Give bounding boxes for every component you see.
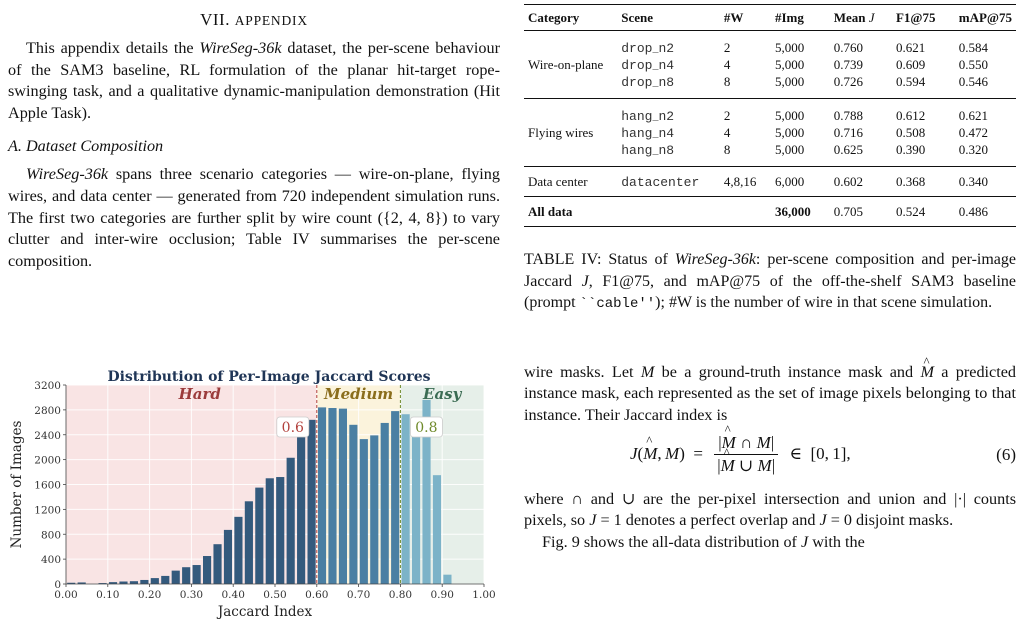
x-tick-label: 0.70 [346,589,371,601]
histogram-bar [328,408,336,584]
x-tick-label: 0.60 [305,589,329,601]
histogram-bar [370,435,378,584]
y-tick-label: 2400 [34,429,61,442]
value-cell: 0.320 [958,141,988,157]
value-cell: 0.621 [895,39,926,55]
value-cell: 0.621 [958,107,988,123]
histogram-bar [130,581,138,584]
value-cell: 0.609 [895,56,926,72]
histogram-bar [276,477,284,584]
col-header: #Img [775,10,804,25]
y-tick-label: 1200 [34,504,61,517]
y-tick-label: 2800 [34,404,61,417]
table-row [524,167,1016,197]
value-cell: 0.716 [833,124,864,140]
category-cell: Flying wires [528,124,594,140]
histogram-bar [433,475,441,584]
value-cell: 0.726 [833,73,864,89]
histogram-bar [182,567,190,584]
value-cell: 2 [723,107,731,123]
x-tick-label: 0.30 [179,589,204,601]
total-label: All data [528,203,573,219]
value-cell: 0.760 [833,39,864,55]
equation-6: J ( ^ M , M ) = $\frac{|\^{} M \cap M|}{|\^{} M \cup M|}$ ∈ [0, 1], (6) [524,427,1016,489]
dataset-name: WireSeg-36k [199,39,282,57]
total-cell: 0.524 [895,203,926,219]
value-cell: 0.368 [895,173,926,189]
value-cell: 4 [723,56,731,72]
value-cell: 5,000 [775,73,805,89]
section-number: VII. [200,10,230,29]
value-cell: 5,000 [775,124,805,140]
y-tick-label: 2000 [34,454,61,467]
right-column [524,0,1016,553]
histogram-bar [234,517,242,584]
left-column [8,0,500,620]
total-cell [720,197,771,227]
col-header: #W [723,10,744,25]
histogram-bar [287,458,295,584]
text-run: spans three scenario categories — wire-on-plane, flying wires, and data center — generated from [8,165,500,205]
x-tick-label: 0.20 [137,589,162,601]
table-row [524,99,1016,125]
y-tick-label: 3200 [34,380,61,392]
col-header: Mean J [833,10,875,25]
scene-cell: datacenter [621,174,700,190]
subsection-heading: A. Dataset Composition [8,137,164,156]
col-header: Scene [621,10,654,25]
histogram-bar [140,580,148,584]
y-tick-label: 0 [54,579,61,591]
histogram-bar [307,420,315,584]
histogram-bar [151,578,159,584]
col-header: mAP@75 [958,10,1012,25]
x-tick-label: 1.00 [472,589,496,601]
value-cell: 0.612 [895,107,926,123]
histogram-bar [349,425,357,584]
scene-cell: drop_n8 [621,74,675,90]
histogram-bar [213,544,221,584]
value-cell: 4 [723,124,731,140]
dataset-name: WireSeg-36k [26,165,109,184]
y-axis-label: Number of Images [9,420,25,549]
math-run: 720 [281,186,306,205]
histogram-bar [297,435,305,584]
y-tick-label: 800 [40,529,61,542]
table-caption [524,249,1016,316]
histogram-bar [224,530,232,584]
fig9-paragraph: Fig. 9 shows the all-data distribution of J with the [542,532,865,551]
histogram-bar [161,576,169,584]
prompt-text: ``cable'' [579,296,656,313]
value-cell: 5,000 [775,39,805,55]
dataset-name: WireSeg-36k [674,251,756,268]
histogram-bar [318,407,326,584]
value-cell: 5,000 [775,141,805,157]
histogram-bar [443,575,451,584]
y-tick-label: 400 [40,554,61,567]
equation-number: (6) [996,444,1016,464]
intro-paragraph: This appendix details the WireSeg-36k dataset, the per-scene behaviour of the SAM3 baseline, RL formulation of the planar hit-target rope-swinging task, and a qualitative dynamic-manipulation demonstration (Hit Apple Task). [8,39,500,122]
math-run: {2, 4, 8} [382,208,443,227]
total-cell: 36,000 [775,203,811,219]
value-cell: 0.594 [895,73,926,89]
where-paragraph: where ∩ and ∪ are the per-pixel intersection and union and |·| counts pixels, so J = 1 denotes a perfect overlap and J = 0 disjoint masks. [524,489,1016,530]
histogram-bar [412,417,420,584]
histogram-bar [172,571,180,584]
table-total-row [524,197,1016,227]
value-cell: 0.546 [958,73,988,89]
region-label-hard: Hard [178,385,221,403]
text-run: independent simulation runs. The first two categories are further split by wire count ( [8,186,500,227]
x-tick-label: 0.90 [430,589,454,601]
category-cell: Wire-on-plane [528,56,604,72]
value-cell: 0.625 [833,141,864,157]
text-run: ) to vary clutter and inter-wire occlusion; Table IV summarises the per-scene composition. [8,208,500,270]
histogram-bar [203,556,211,584]
threshold-label: 0.6 [281,420,304,436]
value-cell: 0.584 [958,39,988,55]
jaccard-histogram [8,365,500,637]
histogram-bar [360,439,368,584]
histogram-bar [339,409,347,584]
value-cell: 0.472 [958,124,988,140]
text-run: , F1@75, and mAP@75 of the off-the-shelf SAM3 baseline (prompt [524,272,1016,312]
histogram-bar [402,414,410,584]
value-cell: 6,000 [775,173,805,189]
x-tick-label: 0.50 [263,589,287,601]
value-cell: 2 [723,39,731,55]
x-tick-label: 0.10 [96,589,120,601]
text-run: : per-scene composition and per-image Jaccard [524,251,1016,290]
chart-title: Distribution of Per-Image Jaccard Scores [107,369,431,385]
histogram-bar [391,411,399,584]
y-tick-label: 1600 [34,479,61,492]
caption-label: TABLE IV: Status of [524,251,675,268]
value-cell: 0.602 [833,173,864,189]
scene-cell: hang_n8 [621,142,675,158]
x-tick-label: 0.00 [54,589,78,601]
value-cell: 0.739 [833,56,864,72]
text-run: ); #W is the number of wire in that scene simulation. [655,294,993,312]
category-cell: Data center [528,173,588,189]
value-cell: 4,8,16 [723,173,757,189]
threshold-label: 0.8 [415,420,438,436]
scene-cell: hang_n4 [621,125,675,141]
scene-cell: hang_n2 [621,108,675,124]
dataset-paragraph [8,164,500,272]
value-cell: 0.550 [958,56,988,72]
value-cell: 0.340 [958,173,988,189]
value-cell: 0.508 [895,124,926,140]
section-title: APPENDIX [234,13,308,28]
value-cell: 0.390 [895,141,926,157]
value-cell: 0.788 [833,107,864,123]
value-cell: 5,000 [775,56,805,72]
col-header: Category [528,10,580,25]
region-label-easy: Easy [423,385,462,403]
total-cell: 0.486 [958,203,988,219]
histogram-bar [266,478,274,584]
x-tick-label: 0.40 [221,589,245,601]
total-cell: 0.705 [833,203,864,219]
histogram-bar [245,501,253,584]
histogram-bar [255,488,263,584]
jaccard-definition-paragraph: wire masks. Let M be a ground-truth instance mask and ^ M a predicted instance mask, each represented as the set of image pixels belonging to that instance. Their Jaccard index is [524,362,1016,427]
x-tick-label: 0.80 [388,589,413,601]
value-cell: 8 [723,73,731,89]
histogram-bar [193,565,201,584]
value-cell: 5,000 [775,107,805,123]
x-axis-label: Jaccard Index [217,604,313,620]
total-cell [617,197,720,227]
scene-cell: drop_n4 [621,57,675,73]
scene-cell: drop_n2 [621,40,675,56]
math-run: J [581,272,589,290]
table-iv [524,4,1016,227]
table-row [524,31,1016,57]
section-heading [8,10,500,32]
region-label-medium: Medium [324,385,394,403]
histogram-bar [381,423,389,584]
col-header: F1@75 [895,10,936,25]
table-header-row [524,5,1016,31]
value-cell: 8 [723,141,731,157]
